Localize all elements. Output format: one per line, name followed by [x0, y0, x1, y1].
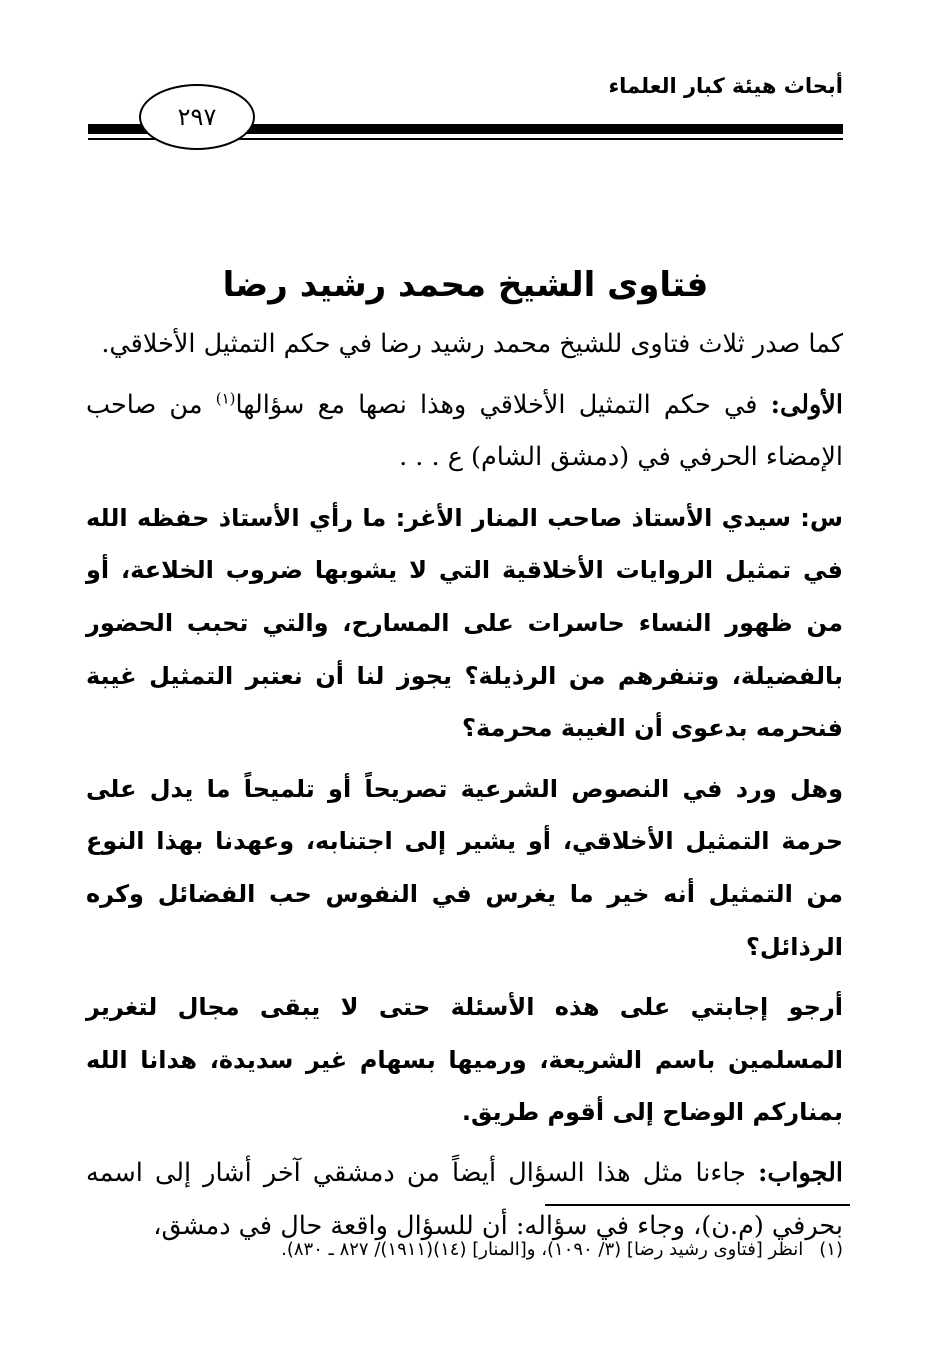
- first-fatwa-tail: من صاحب الإمضاء الحرفي في (دمشق الشام) ع . . .: [86, 389, 843, 473]
- footnote-reference[interactable]: (١): [215, 389, 236, 408]
- footnote-text: انظر [فتاوى رشيد رضا] (٣/ ١٠٩٠)، و[المنار] (١٤)(١٩١١)/ ٨٢٧ ـ ٨٣٠).: [281, 1239, 804, 1260]
- page-number: ٢٩٧: [177, 103, 217, 131]
- intro-paragraph: كما صدر ثلاث فتاوى للشيخ محمد رشيد رضا في حكم التمثيل الأخلاقي.: [101, 329, 843, 359]
- first-fatwa-text: في حكم التمثيل الأخلاقي وهذا نصها مع سؤالها: [235, 389, 771, 420]
- section-title: فتاوى الشيخ محمد رشيد رضا: [222, 264, 709, 305]
- first-fatwa-lead: الأولى:: [770, 389, 843, 420]
- answer-text: جاءنا مثل هذا السؤال أيضاً من دمشقي آخر أشار إلى اسمه بحرفي (م.ن)، وجاء في سؤاله: أن للسؤال واقعة حال في دمشق،: [86, 1157, 843, 1241]
- footnote-rule: [545, 1204, 850, 1206]
- footnote: [86, 1236, 843, 1264]
- first-fatwa-paragraph: [86, 379, 843, 484]
- page-number-badge: [139, 84, 255, 150]
- question-paragraph-2: وهل ورد في النصوص الشرعية تصريحاً أو تلميحاً ما يدل على حرمة التمثيل الأخلاقي، أو يشير إلى اجتنابه، وعهدنا بهذا النوع من التمثيل أنه خير ما يغرس في النفوس حب الفضائل وكره الرذائل؟: [86, 774, 843, 961]
- answer-lead: الجواب:: [758, 1157, 843, 1188]
- running-title: أبحاث هيئة كبار العلماء: [608, 74, 843, 98]
- question-paragraph-3: أرجو إجابتي على هذه الأسئلة حتى لا يبقى مجال لتغرير المسلمين باسم الشريعة، ورميها بسهام غير سديدة، هدانا الله بمناركم الوضاح إلى أقوم طريق.: [86, 993, 843, 1127]
- footnote-number: (١): [819, 1239, 843, 1260]
- question-paragraph: س: سيدي الأستاذ صاحب المنار الأغر: ما رأي الأستاذ حفظه الله في تمثيل الروايات الأخلاقية التي لا يشوبها ضروب الخلاعة، أو من ظهور النساء حاسرات على المسارح، والتي تحبب الحضور بالفضيلة، وتنفرهم من الرذيلة؟ يجوز لنا أن نعتبر التمثيل غيبة فنحرمه بدعوى أن الغيبة محرمة؟: [86, 503, 843, 743]
- body-text: [86, 318, 843, 1260]
